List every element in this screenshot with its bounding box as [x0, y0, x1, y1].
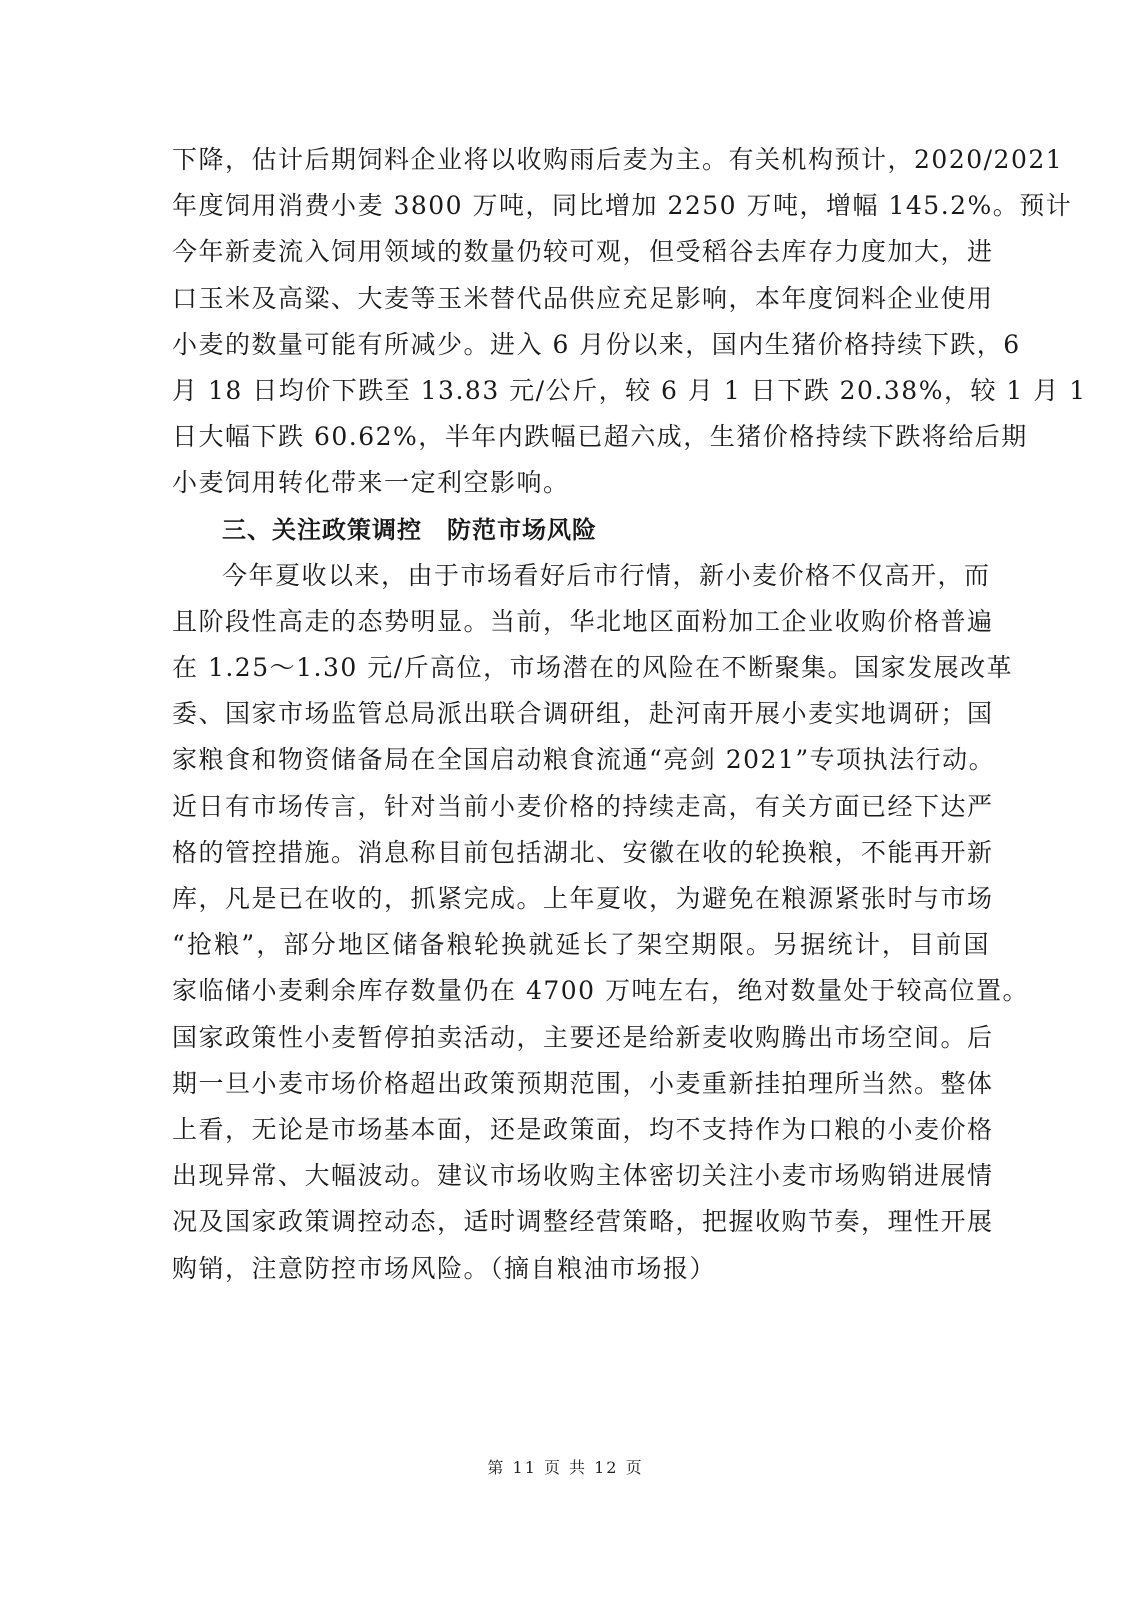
page-number-footer: 第 11 页 共 12 页 [487, 1458, 644, 1477]
paragraph-line: 购销，注意防控市场风险。（摘自粮油市场报） [172, 1253, 717, 1283]
paragraph-line: 家临储小麦剩余库存数量仍在 4700 万吨左右，绝对数量处于较高位置。 [172, 976, 1030, 1006]
paragraph-line: 况及国家政策调控动态，适时调整经营策略，把握收购节奏，理性开展 [172, 1207, 994, 1237]
paragraph-line: 库，凡是已在收的，抓紧完成。上年夏收，为避免在粮源紧张时与市场 [172, 884, 994, 913]
paragraph-line: 日大幅下跌 60.62%，半年内跌幅已超六成，生猪价格持续下跌将给后期 [172, 422, 1028, 452]
paragraph-line: 今年新麦流入饲用领域的数量仍较可观，但受稻谷去库存力度加大，进 [172, 237, 994, 267]
paragraph-line: 下降，估计后期饲料企业将以收购雨后麦为主。有关机构预计，2020/2021 [172, 145, 1064, 174]
paragraph-line: 小麦饲用转化带来一定利空影响。 [172, 468, 570, 498]
paragraph-feed-consumption [172, 137, 1087, 507]
paragraph-line: 今年夏收以来，由于市场看好后市行情，新小麦价格不仅高开，而 [222, 560, 991, 590]
paragraph-line: 委、国家市场监管总局派出联合调研组，赴河南开展小麦实地调研；国 [172, 699, 994, 729]
paragraph-line: 家粮食和物资储备局在全国启动粮食流通“亮剑 2021”专项执法行动。 [172, 745, 996, 775]
paragraph-line: 期一旦小麦市场价格超出政策预期范围，小麦重新挂拍理所当然。整体 [172, 1068, 994, 1098]
paragraph-line: 格的管控措施。消息称目前包括湖北、安徽在收的轮换粮，不能再开新 [172, 837, 994, 867]
paragraph-line: 在 1.25～1.30 元/斤高位，市场潜在的风险在不断聚集。国家发展改革 [172, 653, 1014, 683]
paragraph-line: 年度饲用消费小麦 3800 万吨，同比增加 2250 万吨，增幅 145.2%。预计 [172, 191, 1073, 221]
paragraph-line: 口玉米及高粱、大麦等玉米替代品供应充足影响，本年度饲料企业使用 [172, 283, 994, 313]
document-body [172, 137, 1087, 1292]
paragraph-line: 近日有市场传言，针对当前小麦价格的持续走高，有关方面已经下达严 [172, 791, 994, 821]
paragraph-line: 月 18 日均价下跌至 13.83 元/公斤，较 6 月 1 日下跌 20.38%，较 1 月 1 [172, 375, 1087, 405]
section-heading: 三、关注政策调控 防范市场风险 [222, 515, 597, 544]
paragraph-line: 国家政策性小麦暂停拍卖活动，主要还是给新麦收购腾出市场空间。后 [172, 1022, 994, 1052]
paragraph-policy-risk [172, 553, 1030, 1292]
paragraph-line: 且阶段性高走的态势明显。当前，华北地区面粉加工企业收购价格普遍 [172, 606, 994, 636]
paragraph-line: 上看，无论是市场基本面，还是政策面，均不支持作为口粮的小麦价格 [172, 1114, 994, 1144]
paragraph-line: “抢粮”，部分地区储备粮轮换就延长了架空期限。另据统计，目前国 [172, 930, 990, 960]
paragraph-line: 小麦的数量可能有所减少。进入 6 月份以来，国内生猪价格持续下跌，6 [172, 329, 1021, 359]
paragraph-line: 出现异常、大幅波动。建议市场收购主体密切关注小麦市场购销进展情 [172, 1161, 994, 1191]
